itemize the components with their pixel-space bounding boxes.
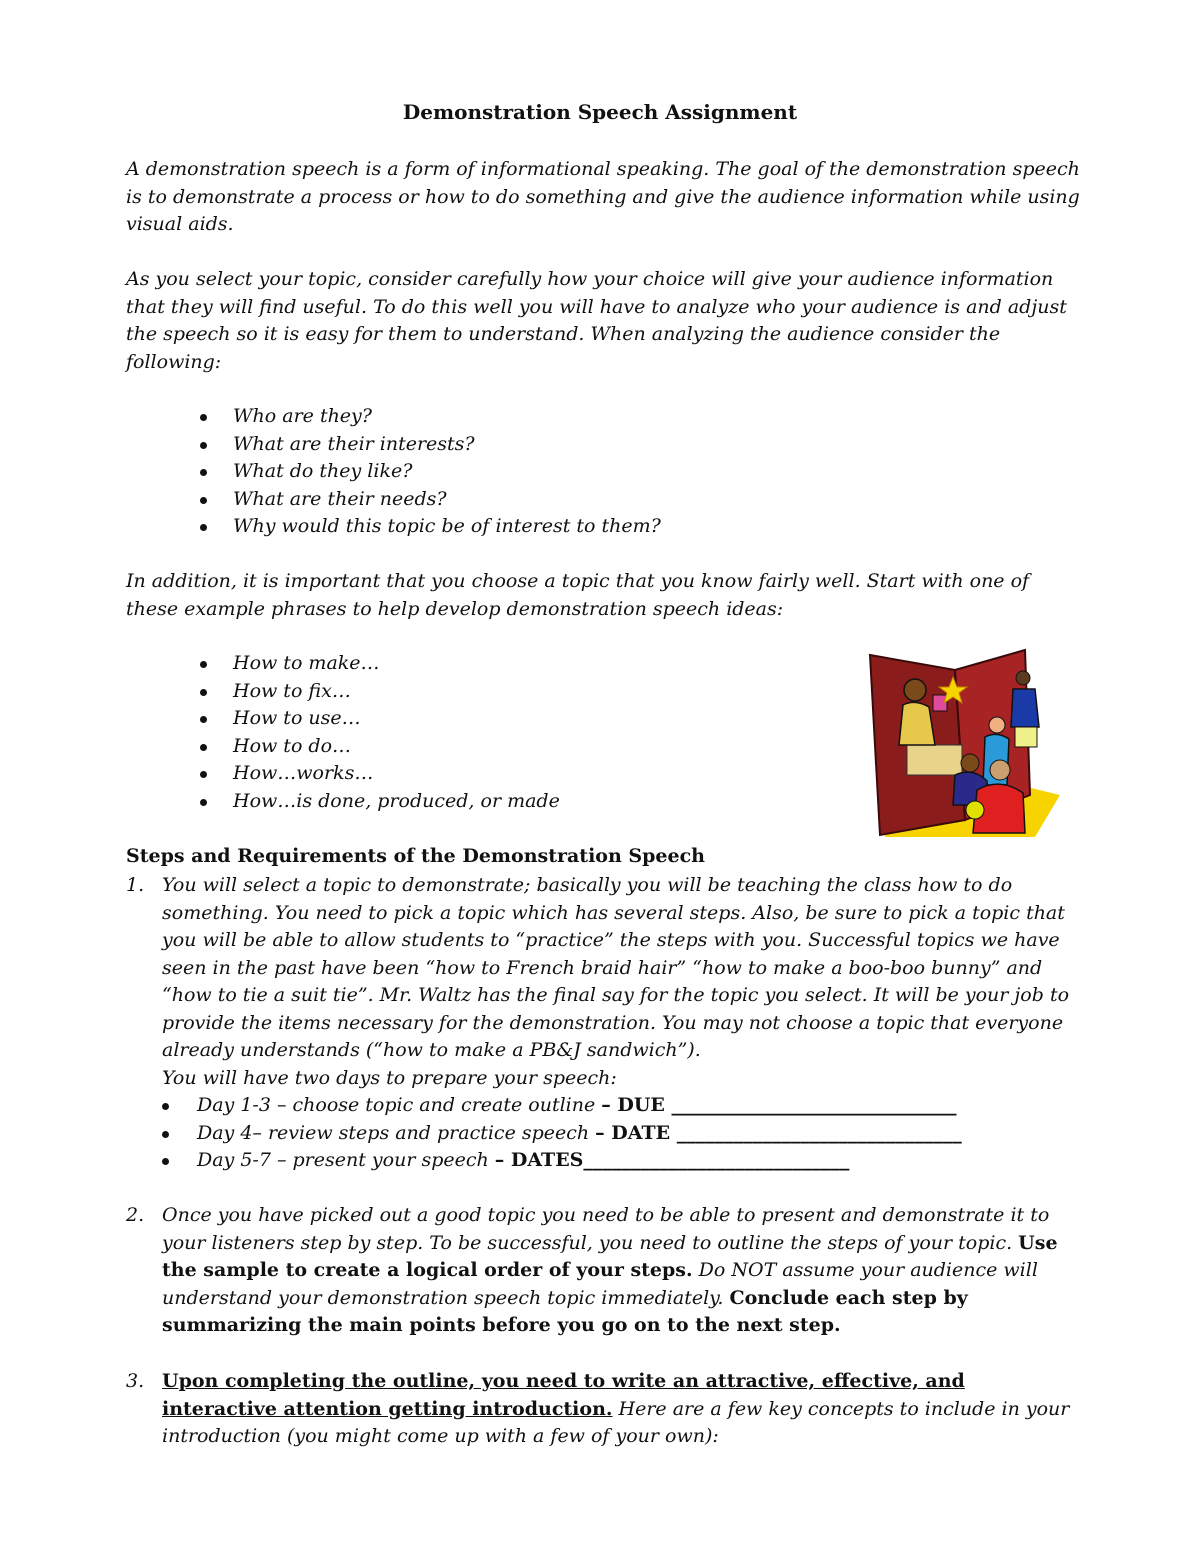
step-3-rest: Here are a few key concepts to include in your introduction (you might come up with a few of your own): — [162, 1397, 1070, 1447]
list-item: How…is done, produced, or made — [126, 788, 560, 816]
intro-paragraph-2: As you select your topic, consider carefully how your choice will give your audience information that they will find useful. To do this well you will have to analyze who your audience is and adjust the speech so it is easy for them to understand. When analyzing the audience consider the following: — [126, 268, 1067, 373]
step-2-bold-b: Conclude each step by summarizing the main points before you go on to the next step. — [162, 1286, 968, 1336]
step-1-number: 1. — [126, 874, 145, 896]
step-2-text-a: Once you have picked out a good topic you need to be able to present and demonstrate it to your listeners step by step. To be successful, you need to outline the steps of your topic. — [162, 1204, 1050, 1254]
list-item: How to make… — [126, 650, 560, 678]
list-item: How to fix… — [126, 678, 560, 706]
list-item — [162, 1120, 962, 1148]
preparation-days-list — [162, 1092, 962, 1175]
list-item: What are their interests? — [126, 431, 661, 459]
list-item — [162, 1147, 962, 1175]
example-phrases-list — [126, 650, 560, 815]
list-item: How to do… — [126, 733, 560, 761]
step-1-text: You will select a topic to demonstrate; basically you will be teaching the class how to do something. You need to pick a topic which has several steps. Also, be sure to pick a topic that you will be able to allow students to “practice” the steps with you. Successful topics we have seen in the past have been “how to French braid hair” “how to make a boo-boo bunny” and “how to tie a suit tie”. Mr. Waltz has the final say for the topic you select. It will be your job to provide the items necessary for the demonstration. You may not choose a topic that everyone already understands (“how to make a PB&J sandwich”). — [162, 874, 1070, 1061]
day-due-blank: – DUE ______________________________ — [601, 1094, 957, 1116]
presentation-clipart-icon — [865, 645, 1060, 840]
step-3-number: 3. — [126, 1370, 145, 1392]
document-title: Demonstration Speech Assignment — [402, 100, 798, 124]
step-3-text — [162, 1368, 1082, 1451]
list-item: Why would this topic be of interest to them? — [126, 513, 661, 541]
step-2-number: 2. — [126, 1204, 145, 1226]
list-item: How to use… — [126, 705, 560, 733]
day-due-blank: – DATES____________________________ — [494, 1149, 850, 1171]
list-item: Who are they? — [126, 403, 661, 431]
step-2-bold-a: Use the sample to create a logical order of your steps. — [162, 1231, 1058, 1281]
step-3-underlined: Upon completing the outline, you need to write an attractive, effective, and interactive attention getting introduction. — [162, 1370, 965, 1420]
step-2-text — [162, 1202, 1082, 1340]
step-1-prep-line: You will have two days to prepare your speech: — [162, 1067, 617, 1089]
list-item: What do they like? — [126, 458, 661, 486]
step-2-text-b: Do NOT assume your audience will understand your demonstration speech topic immediately. — [162, 1259, 1038, 1309]
list-item — [162, 1092, 962, 1120]
intro-paragraph-3: In addition, it is important that you choose a topic that you know fairly well. Start with one of these example phrases to help develop demonstration speech ideas: — [126, 570, 1030, 620]
list-item: What are their needs? — [126, 486, 661, 514]
day-text: Day 1-3 – choose topic and create outline — [197, 1094, 602, 1116]
audience-questions-list — [126, 403, 661, 541]
steps-heading: Steps and Requirements of the Demonstration Speech — [126, 845, 705, 867]
intro-paragraph-1: A demonstration speech is a form of informational speaking. The goal of the demonstration speech is to demonstrate a process or how to do something and give the audience information while using visual aids. — [126, 158, 1080, 235]
list-item: How…works… — [126, 760, 560, 788]
day-text: Day 4– review steps and practice speech — [197, 1121, 596, 1144]
day-due-blank: – DATE ______________________________ — [595, 1121, 962, 1144]
day-text: Day 5-7 – present your speech — [197, 1149, 495, 1171]
